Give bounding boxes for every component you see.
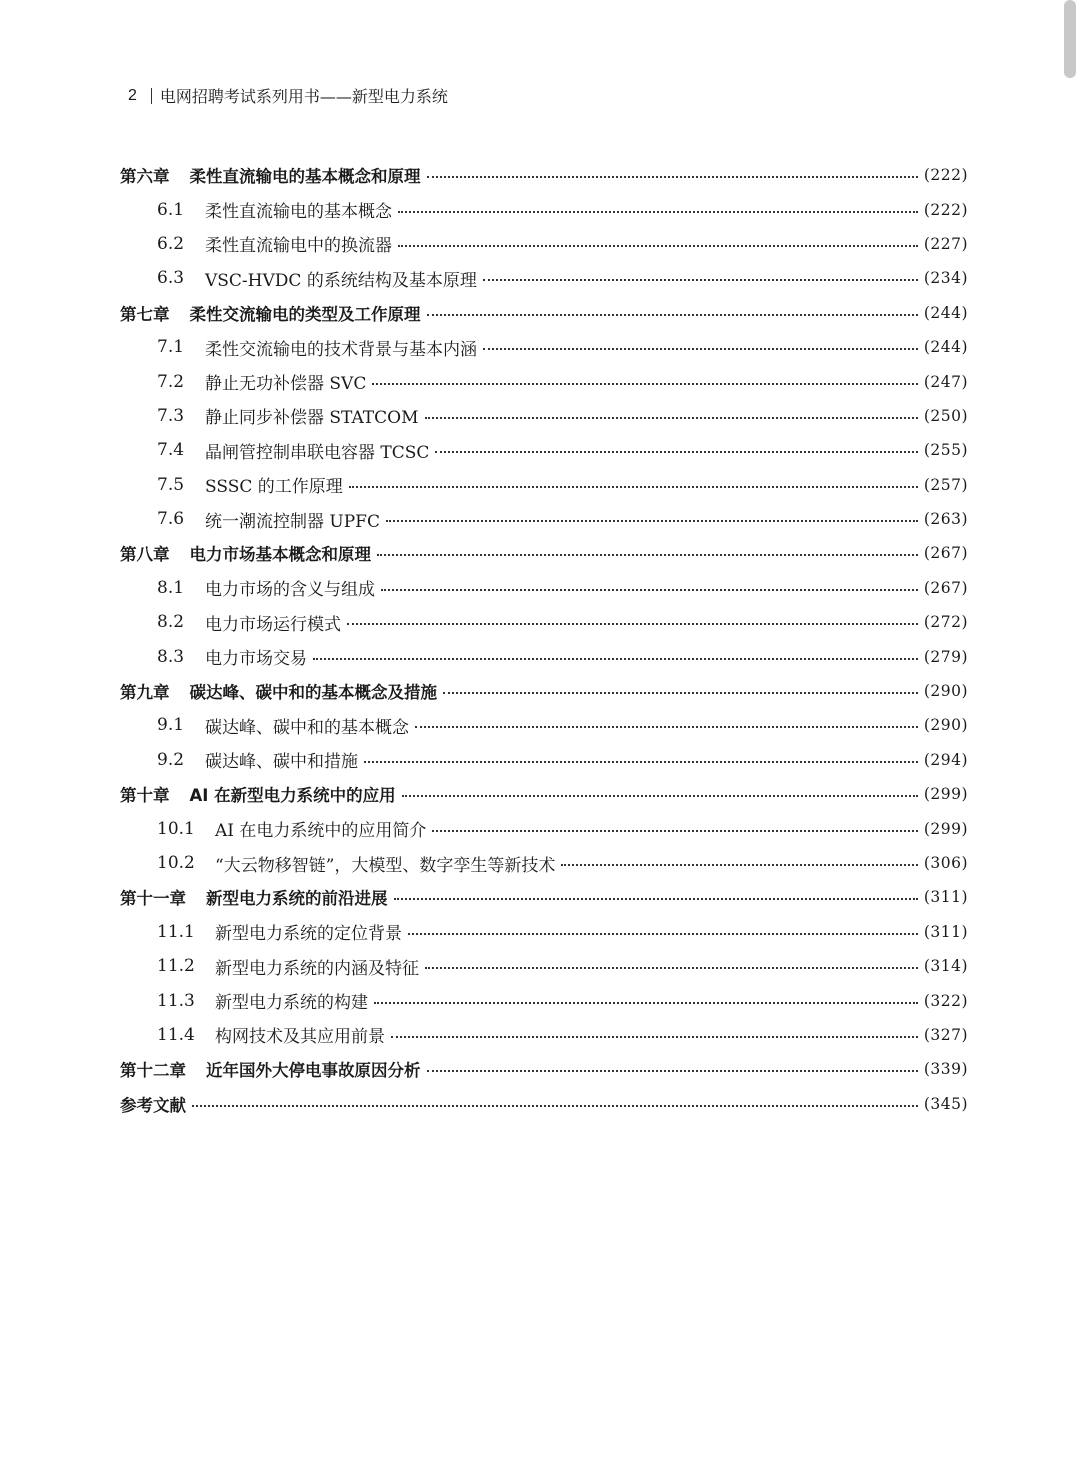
dot-leader [386, 520, 918, 522]
dot-leader [374, 1002, 918, 1004]
table-of-contents [120, 158, 968, 1121]
toc-page-number: (311) [923, 922, 968, 941]
dot-leader [394, 898, 918, 900]
toc-entry-number: 8.1 [157, 577, 185, 598]
toc-entry-number: 第七章 [120, 304, 170, 324]
toc-section-row[interactable] [120, 949, 968, 983]
toc-page-number: (327) [923, 1025, 968, 1044]
dot-leader [425, 967, 918, 969]
toc-entry-title: 新型电力系统的定位背景 [215, 924, 402, 945]
toc-page-number: (222) [923, 166, 968, 185]
toc-page-number: (306) [923, 854, 968, 872]
toc-entry-title: 新型电力系统的前沿进展 [206, 889, 388, 909]
toc-page-number: (263) [923, 510, 968, 529]
toc-entry-number: 7.4 [157, 440, 185, 461]
toc-section-row[interactable] [120, 571, 968, 605]
toc-page-number: (290) [923, 716, 968, 735]
toc-entry-title: 电力市场基本概念和原理 [189, 545, 371, 565]
toc-entry-title: 新型电力系统的内涵及特征 [215, 958, 419, 979]
dot-leader [398, 245, 918, 247]
toc-section-row[interactable] [120, 330, 968, 364]
dot-leader [377, 554, 918, 556]
toc-entry-title: AI 在新型电力系统中的应用 [189, 786, 396, 806]
toc-entry-number: 第八章 [120, 545, 170, 565]
toc-entry-number: 6.1 [157, 199, 185, 220]
toc-section-row[interactable] [120, 399, 968, 433]
toc-section-row[interactable] [120, 605, 968, 639]
toc-section-row[interactable] [120, 502, 968, 536]
toc-entry-title: 近年国外大停电事故原因分析 [206, 1061, 421, 1081]
toc-entry-number: 第十二章 [120, 1061, 186, 1081]
dot-leader [313, 658, 918, 660]
dot-leader [425, 417, 918, 419]
toc-entry-number: 7.2 [157, 371, 185, 392]
toc-entry-title: 柔性直流输电的基本概念和原理 [189, 167, 421, 187]
toc-entry-title: 静止无功补偿器 SVC [205, 374, 367, 395]
toc-entry-number: 10.1 [157, 818, 195, 839]
dot-leader [391, 1036, 918, 1038]
toc-entry-number: 6.2 [157, 233, 185, 254]
toc-entry-number: 11.4 [157, 1024, 195, 1045]
toc-section-row[interactable] [120, 708, 968, 742]
toc-chapter-row[interactable] [120, 777, 968, 811]
toc-entry-number: 10.2 [157, 853, 195, 873]
toc-entry-title: “大云物移智链”，大模型、数字孪生等新技术 [215, 855, 556, 876]
book-title: 电网招聘考试系列用书——新型电力系统 [159, 87, 448, 106]
dot-leader [347, 623, 918, 625]
toc-entry-title: 晶闸管控制串联电容器 TCSC [205, 442, 430, 463]
toc-entry-number: 11.3 [157, 990, 195, 1011]
toc-entry-number: 第十一章 [120, 889, 186, 909]
toc-entry-title: 构网技术及其应用前景 [215, 1027, 385, 1048]
dot-leader [408, 933, 918, 935]
toc-entry-number: 7.1 [157, 337, 185, 358]
toc-entry-title: 柔性直流输电中的换流器 [205, 236, 392, 257]
toc-entry-title: 柔性交流输电的技术背景与基本内涵 [205, 339, 477, 360]
toc-page-number: (234) [923, 269, 968, 288]
toc-page-number: (222) [923, 200, 968, 219]
toc-section-row[interactable] [120, 468, 968, 502]
toc-section-row[interactable] [120, 364, 968, 398]
toc-entry-number: 6.3 [157, 268, 185, 289]
toc-section-row[interactable] [120, 192, 968, 226]
dot-leader [402, 795, 918, 797]
dot-leader [381, 589, 918, 591]
toc-entry-number: 7.3 [157, 405, 185, 426]
toc-page-number: (244) [923, 303, 968, 322]
dot-leader [561, 864, 917, 866]
dot-leader [443, 692, 918, 694]
toc-entry-title: 柔性交流输电的类型及工作原理 [189, 304, 421, 324]
toc-entry-title: AI 在电力系统中的应用简介 [215, 821, 427, 842]
toc-section-row[interactable] [120, 983, 968, 1017]
dot-leader [349, 486, 918, 488]
header-separator [151, 88, 152, 104]
dot-leader [432, 830, 917, 832]
toc-page-number: (290) [923, 682, 968, 701]
toc-entry-title: 柔性直流输电的基本概念 [205, 202, 392, 223]
dot-leader [372, 383, 917, 385]
dot-leader [435, 451, 917, 453]
toc-entry-number: 11.2 [157, 956, 195, 977]
toc-page-number: (267) [923, 578, 968, 597]
dot-leader [364, 761, 918, 763]
toc-entry-number: 7.6 [157, 509, 185, 530]
toc-chapter-row[interactable] [120, 674, 968, 708]
toc-entry-number: 7.5 [157, 474, 185, 495]
toc-chapter-row[interactable] [120, 1087, 968, 1121]
dot-leader [192, 1105, 918, 1107]
toc-entry-number: 第六章 [120, 167, 170, 187]
scrollbar[interactable] [1064, 0, 1076, 78]
dot-leader [398, 211, 918, 213]
toc-chapter-row[interactable] [120, 536, 968, 570]
toc-entry-number: 11.1 [157, 921, 195, 942]
toc-section-row[interactable] [120, 811, 968, 845]
toc-chapter-row[interactable] [120, 880, 968, 914]
toc-entry-number: 9.1 [157, 715, 185, 736]
toc-entry-number: 9.2 [157, 749, 185, 770]
toc-page-number: (294) [923, 750, 968, 769]
dot-leader [483, 348, 918, 350]
toc-entry-number: 第九章 [120, 683, 170, 703]
toc-page-number: (272) [923, 613, 968, 632]
toc-entry-title: 统一潮流控制器 UPFC [205, 511, 380, 532]
toc-entry-title: 碳达峰、碳中和的基本概念 [205, 717, 409, 738]
toc-page-number: (227) [923, 234, 968, 253]
dot-leader [427, 176, 918, 178]
toc-section-row[interactable] [120, 261, 968, 295]
toc-chapter-row[interactable] [120, 158, 968, 192]
toc-chapter-row[interactable] [120, 296, 968, 330]
toc-entry-title: VSC-HVDC 的系统结构及基本原理 [205, 270, 477, 291]
toc-entry-title: 新型电力系统的构建 [215, 993, 368, 1014]
toc-page-number: (299) [923, 819, 968, 838]
toc-page-number: (244) [923, 338, 968, 357]
toc-entry-number: 8.2 [157, 612, 185, 633]
toc-page-number: (267) [923, 544, 968, 563]
toc-section-row[interactable] [120, 639, 968, 673]
toc-entry-title: 电力市场的含义与组成 [205, 580, 375, 601]
toc-section-row[interactable] [120, 846, 968, 880]
toc-page-number: (279) [923, 647, 968, 666]
toc-page-number: (255) [923, 441, 968, 460]
toc-page-number: (299) [923, 785, 968, 804]
toc-page-number: (345) [923, 1094, 968, 1113]
toc-section-row[interactable] [120, 915, 968, 949]
toc-section-row[interactable] [120, 227, 968, 261]
toc-page-number: (247) [923, 372, 968, 391]
toc-page-number: (322) [923, 991, 968, 1010]
toc-page-number: (250) [923, 406, 968, 425]
toc-section-row[interactable] [120, 433, 968, 467]
running-header [128, 84, 448, 107]
toc-entry-title: 碳达峰、碳中和措施 [205, 752, 358, 773]
toc-section-row[interactable] [120, 743, 968, 777]
page-number: 2 [128, 86, 137, 104]
dot-leader [427, 314, 918, 316]
toc-entry-title: 碳达峰、碳中和的基本概念及措施 [189, 683, 437, 703]
toc-entry-title: 电力市场运行模式 [205, 614, 341, 635]
toc-page-number: (339) [923, 1060, 968, 1079]
toc-entry-number: 第十章 [120, 786, 170, 806]
toc-entry-title: SSSC 的工作原理 [205, 477, 343, 498]
dot-leader [483, 279, 918, 281]
toc-page-number: (314) [923, 957, 968, 976]
toc-page-number: (311) [923, 888, 968, 907]
toc-page-number: (257) [923, 475, 968, 494]
dot-leader [415, 726, 918, 728]
toc-entry-number: 8.3 [157, 646, 185, 667]
toc-entry-title: 电力市场交易 [205, 649, 307, 670]
toc-chapter-row[interactable] [120, 1052, 968, 1086]
toc-entry-title: 参考文献 [120, 1095, 186, 1115]
toc-entry-title: 静止同步补偿器 STATCOM [205, 408, 419, 429]
dot-leader [427, 1070, 918, 1072]
toc-section-row[interactable] [120, 1018, 968, 1052]
